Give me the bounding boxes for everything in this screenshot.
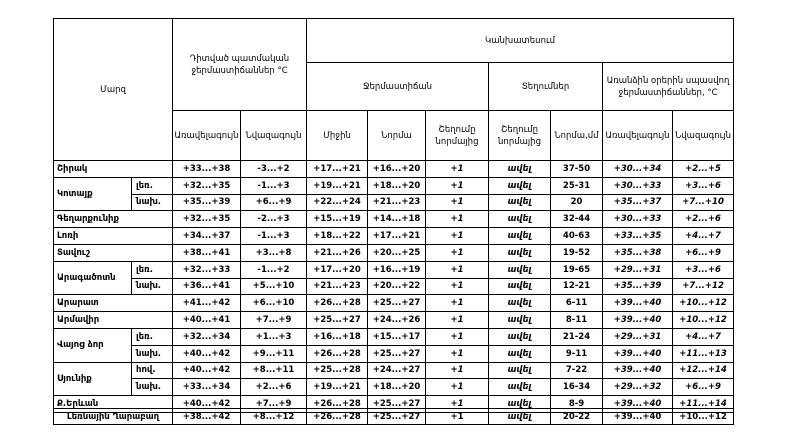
region-name: Սյունիք [54, 362, 132, 396]
precip-norm: 37-50 [551, 161, 603, 178]
forecast-norm: +20...+25 [368, 244, 426, 261]
precip-deviation: ավել [489, 379, 551, 396]
table-row [54, 379, 734, 396]
region-name: Լոռի [54, 228, 173, 245]
region-name: Լեռնային Ղարաբաղ [54, 409, 173, 425]
forecast-avg: +25...+27 [307, 312, 368, 329]
precip-deviation: ավել [489, 161, 551, 178]
forecast-avg: +19...+21 [307, 177, 368, 194]
forecast-avg: +21...+23 [307, 278, 368, 295]
table-row [54, 278, 734, 295]
region-name: Կոտայք [54, 177, 132, 211]
precip-norm: 8-9 [551, 396, 603, 413]
precip-norm: 8-11 [551, 312, 603, 329]
special-min: +4...+7 [673, 228, 734, 245]
forecast-norm: +17...+21 [368, 228, 426, 245]
region-name: Արմավիր [54, 312, 173, 329]
special-min: +2...+5 [673, 161, 734, 178]
observed-max: +34...+37 [173, 228, 241, 245]
region-name: Գեղարքունիք [54, 211, 173, 228]
observed-max: +40...+42 [173, 362, 241, 379]
precip-norm: 6-11 [551, 295, 603, 312]
table-row [54, 295, 734, 312]
forecast-avg: +17...+21 [307, 161, 368, 178]
observed-max: +35...+39 [173, 194, 241, 211]
forecast-avg: +25...+28 [307, 362, 368, 379]
special-min: +10...+12 [673, 409, 734, 425]
precip-deviation: ավել [489, 328, 551, 345]
special-max: +33...+35 [603, 228, 673, 245]
forecast-norm: +25...+27 [368, 396, 426, 413]
observed-max: +32...+35 [173, 177, 241, 194]
special-max: +39...+40 [603, 345, 673, 362]
special-max: +30...+34 [603, 161, 673, 178]
observed-min: +8...+12 [241, 409, 307, 425]
observed-min: -1...+2 [241, 261, 307, 278]
forecast-avg: +21...+26 [307, 244, 368, 261]
header-special-max: Առավելագույն [603, 111, 673, 161]
special-max: +35...+38 [603, 244, 673, 261]
observed-min: +1...+3 [241, 328, 307, 345]
precip-norm: 25-31 [551, 177, 603, 194]
forecast-norm: +24...+27 [368, 362, 426, 379]
observed-max: +32...+33 [173, 261, 241, 278]
observed-min: +6...+10 [241, 295, 307, 312]
forecast-deviation: +1 [426, 177, 489, 194]
forecast-avg: +15...+19 [307, 211, 368, 228]
precip-norm: 16-34 [551, 379, 603, 396]
observed-max: +41...+42 [173, 295, 241, 312]
region-subzone: նախ. [132, 379, 173, 396]
observed-min: -2...+3 [241, 211, 307, 228]
precip-deviation: ավել [489, 261, 551, 278]
forecast-deviation: +1 [426, 194, 489, 211]
precip-norm: 32-44 [551, 211, 603, 228]
observed-min: +7...+9 [241, 396, 307, 413]
special-max: +29...+32 [603, 379, 673, 396]
region-subzone: հով. [132, 362, 173, 379]
observed-max: +40...+41 [173, 312, 241, 329]
forecast-avg: +22...+24 [307, 194, 368, 211]
forecast-deviation: +1 [426, 362, 489, 379]
forecast-norm: +25...+27 [368, 409, 426, 425]
precip-norm: 9-11 [551, 345, 603, 362]
forecast-norm: +25...+27 [368, 295, 426, 312]
precip-deviation: ավել [489, 295, 551, 312]
special-min: +3...+6 [673, 177, 734, 194]
table-row [54, 244, 734, 261]
precip-deviation: ավել [489, 244, 551, 261]
table-row [54, 312, 734, 329]
forecast-norm: +16...+20 [368, 161, 426, 178]
region-name: Շիրակ [54, 161, 173, 178]
region-subzone: լեռ. [132, 261, 173, 278]
header-forecast: Կանխատեսում [307, 19, 734, 63]
forecast-avg: +26...+28 [307, 295, 368, 312]
table-row [54, 177, 734, 194]
forecast-deviation: +1 [426, 228, 489, 245]
special-max: +39...+40 [603, 312, 673, 329]
observed-max: +38...+42 [173, 409, 241, 425]
forecast-norm: +18...+20 [368, 379, 426, 396]
observed-max: +40...+42 [173, 345, 241, 362]
observed-max: +32...+35 [173, 211, 241, 228]
observed-max: +33...+34 [173, 379, 241, 396]
special-min: +12...+14 [673, 362, 734, 379]
header-deviation: Շեղումը նորմայից [426, 111, 489, 161]
header-observed: Դիտված պատմական ջերմաստիճաններ °C [173, 19, 307, 111]
special-min: +7...+12 [673, 278, 734, 295]
header-special-days: Առանձին օրերին սպասվող ջերմաստիճաններ, °C [603, 63, 734, 111]
special-min: +11...+14 [673, 396, 734, 413]
region-subzone: նախ. [132, 194, 173, 211]
observed-min: -3...+2 [241, 161, 307, 178]
forecast-norm: +25...+27 [368, 345, 426, 362]
table-row [54, 345, 734, 362]
forecast-norm: +24...+26 [368, 312, 426, 329]
precip-deviation: ավել [489, 409, 551, 425]
region-name: Ք.Երևան [54, 396, 173, 413]
header-region: Մարզ [54, 19, 173, 161]
header-special-min: Նվազագույն [673, 111, 734, 161]
observed-min: +5...+10 [241, 278, 307, 295]
header-observed-max: Առավելագույն [173, 111, 241, 161]
forecast-table [53, 18, 734, 413]
observed-max: +32...+34 [173, 328, 241, 345]
precip-norm: 20-22 [551, 409, 603, 425]
precip-norm: 7-22 [551, 362, 603, 379]
special-max: +30...+33 [603, 211, 673, 228]
observed-max: +40...+42 [173, 396, 241, 413]
region-name: Վայոց ձոր [54, 328, 132, 362]
table-row [54, 328, 734, 345]
forecast-norm: +14...+18 [368, 211, 426, 228]
table-row [54, 194, 734, 211]
special-max: +35...+39 [603, 278, 673, 295]
forecast-avg: +18...+22 [307, 228, 368, 245]
special-max: +39...+40 [603, 295, 673, 312]
precip-norm: 19-65 [551, 261, 603, 278]
forecast-deviation: +1 [426, 345, 489, 362]
special-min: +4...+7 [673, 328, 734, 345]
forecast-deviation: +1 [426, 261, 489, 278]
header-precipitation: Տեղումներ [489, 63, 603, 111]
precip-norm: 20 [551, 194, 603, 211]
special-min: +10...+12 [673, 295, 734, 312]
observed-min: -1...+3 [241, 228, 307, 245]
observed-min: +6...+9 [241, 194, 307, 211]
special-min: +2...+6 [673, 211, 734, 228]
table-row [54, 362, 734, 379]
forecast-norm: +15...+17 [368, 328, 426, 345]
table-row [54, 161, 734, 178]
forecast-deviation: +1 [426, 211, 489, 228]
header-temperature: Ջերմաստիճան [307, 63, 489, 111]
header-norm: Նորմա [368, 111, 426, 161]
forecast-avg: +16...+18 [307, 328, 368, 345]
header-observed-min: Նվազագույն [241, 111, 307, 161]
table-row [54, 409, 734, 425]
forecast-avg: +19...+21 [307, 379, 368, 396]
precip-norm: 12-21 [551, 278, 603, 295]
forecast-norm: +16...+19 [368, 261, 426, 278]
forecast-deviation: +1 [426, 396, 489, 413]
special-max: +30...+33 [603, 177, 673, 194]
header-avg: Միջին [307, 111, 368, 161]
special-max: +29...+31 [603, 328, 673, 345]
forecast-deviation: +1 [426, 244, 489, 261]
forecast-deviation: +1 [426, 328, 489, 345]
special-max: +39...+40 [603, 362, 673, 379]
precip-deviation: ավել [489, 345, 551, 362]
precip-deviation: ավել [489, 177, 551, 194]
special-min: +10...+12 [673, 312, 734, 329]
region-name: Արարատ [54, 295, 173, 312]
special-max: +35...+37 [603, 194, 673, 211]
forecast-deviation: +1 [426, 409, 489, 425]
forecast-deviation: +1 [426, 161, 489, 178]
precip-norm: 19-52 [551, 244, 603, 261]
region-subzone: նախ. [132, 345, 173, 362]
forecast-avg: +17...+20 [307, 261, 368, 278]
region-name: Արագածոտն [54, 261, 132, 295]
forecast-deviation: +1 [426, 295, 489, 312]
precip-norm: 21-24 [551, 328, 603, 345]
observed-max: +38...+41 [173, 244, 241, 261]
observed-min: +2...+6 [241, 379, 307, 396]
observed-min: +3...+8 [241, 244, 307, 261]
observed-min: +7...+9 [241, 312, 307, 329]
forecast-norm: +20...+22 [368, 278, 426, 295]
special-min: +6...+9 [673, 379, 734, 396]
forecast-norm: +18...+20 [368, 177, 426, 194]
special-min: +6...+9 [673, 244, 734, 261]
special-max: +39...+40 [603, 396, 673, 413]
precip-deviation: ավել [489, 312, 551, 329]
header-precip-norm: Նորմա,մմ [551, 111, 603, 161]
observed-min: +8...+11 [241, 362, 307, 379]
table-row [54, 228, 734, 245]
precip-deviation: ավել [489, 396, 551, 413]
extra-region-table [53, 408, 734, 425]
precip-deviation: ավել [489, 211, 551, 228]
region-subzone: լեռ. [132, 177, 173, 194]
precip-deviation: ավել [489, 278, 551, 295]
forecast-norm: +21...+23 [368, 194, 426, 211]
region-name: Տավուշ [54, 244, 173, 261]
special-min: +11...+13 [673, 345, 734, 362]
forecast-avg: +26...+28 [307, 345, 368, 362]
observed-min: -1...+3 [241, 177, 307, 194]
special-max: +39...+40 [603, 409, 673, 425]
special-min: +3...+6 [673, 261, 734, 278]
precip-norm: 40-63 [551, 228, 603, 245]
precip-deviation: ավել [489, 362, 551, 379]
observed-max: +36...+41 [173, 278, 241, 295]
observed-min: +9...+11 [241, 345, 307, 362]
observed-max: +33...+38 [173, 161, 241, 178]
forecast-deviation: +1 [426, 278, 489, 295]
special-min: +7...+10 [673, 194, 734, 211]
precip-deviation: ավել [489, 194, 551, 211]
precip-deviation: ավել [489, 228, 551, 245]
header-precip-deviation: Շեղումը նորմայից [489, 111, 551, 161]
forecast-deviation: +1 [426, 379, 489, 396]
region-subzone: լեռ. [132, 328, 173, 345]
region-subzone: նախ. [132, 278, 173, 295]
table-row [54, 211, 734, 228]
forecast-avg: +26...+28 [307, 396, 368, 413]
forecast-deviation: +1 [426, 312, 489, 329]
special-max: +29...+31 [603, 261, 673, 278]
table-row [54, 261, 734, 278]
forecast-avg: +26...+28 [307, 409, 368, 425]
